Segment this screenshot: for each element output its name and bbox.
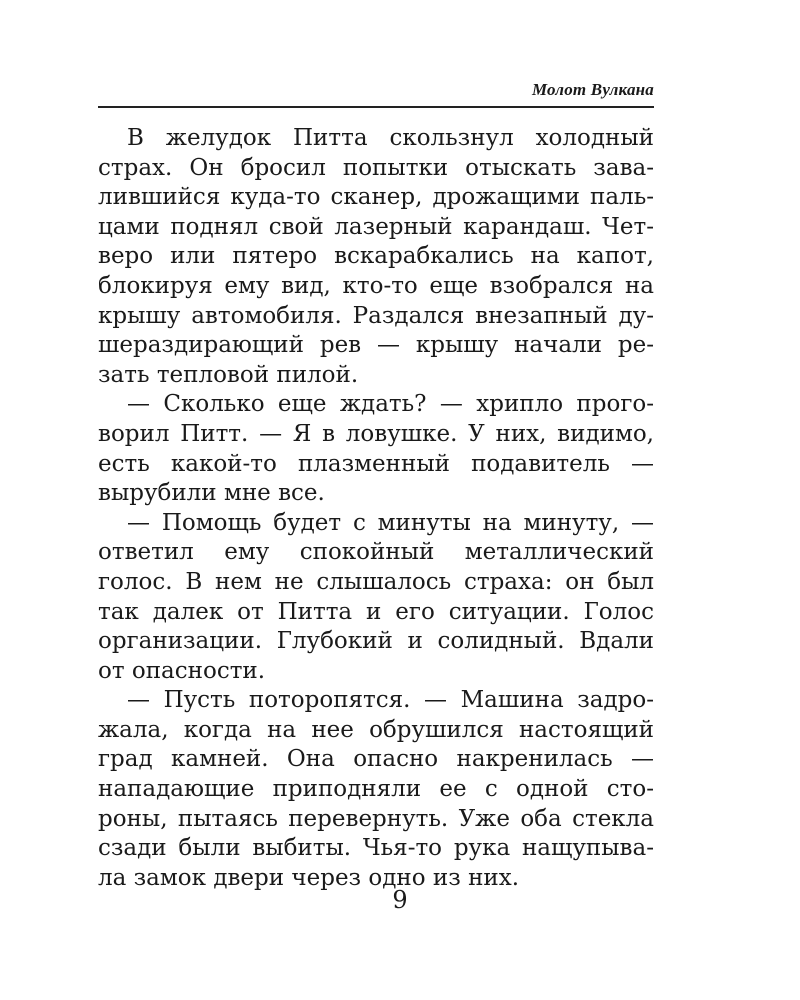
text-line: ответил ему спокойный металлический xyxy=(98,539,654,566)
text-line: голос. В нем не слышалось страха: он был xyxy=(98,568,654,595)
text-line: шераздирающий рев — крышу начали ре- xyxy=(98,332,654,359)
running-head xyxy=(98,78,654,108)
paragraph xyxy=(98,124,654,390)
paragraph xyxy=(98,509,654,687)
text-line: крышу автомобиля. Раздался внезапный ду- xyxy=(98,302,654,329)
text-line: блокируя ему вид, кто-то еще взобрался на xyxy=(98,272,654,299)
paragraph xyxy=(98,390,654,508)
text-line: лившийся куда-то сканер, дрожащими паль- xyxy=(98,184,654,211)
text-line: так далек от Питта и его ситуации. Голос xyxy=(98,598,654,625)
text-line: сзади были выбиты. Чья-то рука нащупыва- xyxy=(98,835,654,862)
text-line: жала, когда на нее обрушился настоящий xyxy=(98,716,654,743)
text-line: — Пусть поторопятся. — Машина задро- xyxy=(127,687,654,714)
running-head-title: Молот Вулкана xyxy=(531,80,654,99)
text-line: от опасности. xyxy=(98,657,266,684)
page-number: 9 xyxy=(392,886,408,914)
text-line: роны, пытаясь перевернуть. Уже оба стекла xyxy=(98,805,654,832)
text-line: зать тепловой пилой. xyxy=(98,361,359,388)
text-line: ла замок двери через одно из них. xyxy=(98,864,520,891)
text-line: нападающие приподняли ее с одной сто- xyxy=(98,776,654,803)
text-line: — Помощь будет с минуты на минуту, — xyxy=(127,509,654,536)
text-line: веро или пятеро вскарабкались на капот, xyxy=(98,243,654,270)
text-line: ворил Питт. — Я в ловушке. У них, видимо, xyxy=(98,420,654,447)
text-line: вырубили мне все. xyxy=(98,480,325,507)
text-line: есть какой-то плазменный подавитель — xyxy=(98,450,654,477)
text-line: град камней. Она опасно накренилась — xyxy=(98,746,654,773)
text-line: страх. Он бросил попытки отыскать зава- xyxy=(98,154,654,181)
paragraph xyxy=(98,686,654,893)
text-line: цами поднял свой лазерный карандаш. Чет- xyxy=(98,213,654,240)
text-line: В желудок Питта скользнул холодный xyxy=(127,125,654,151)
body-text xyxy=(98,124,654,893)
text-line: организации. Глубокий и солидный. Вдали xyxy=(98,628,654,655)
text-line: — Сколько еще ждать? — хрипло прого- xyxy=(127,391,654,418)
